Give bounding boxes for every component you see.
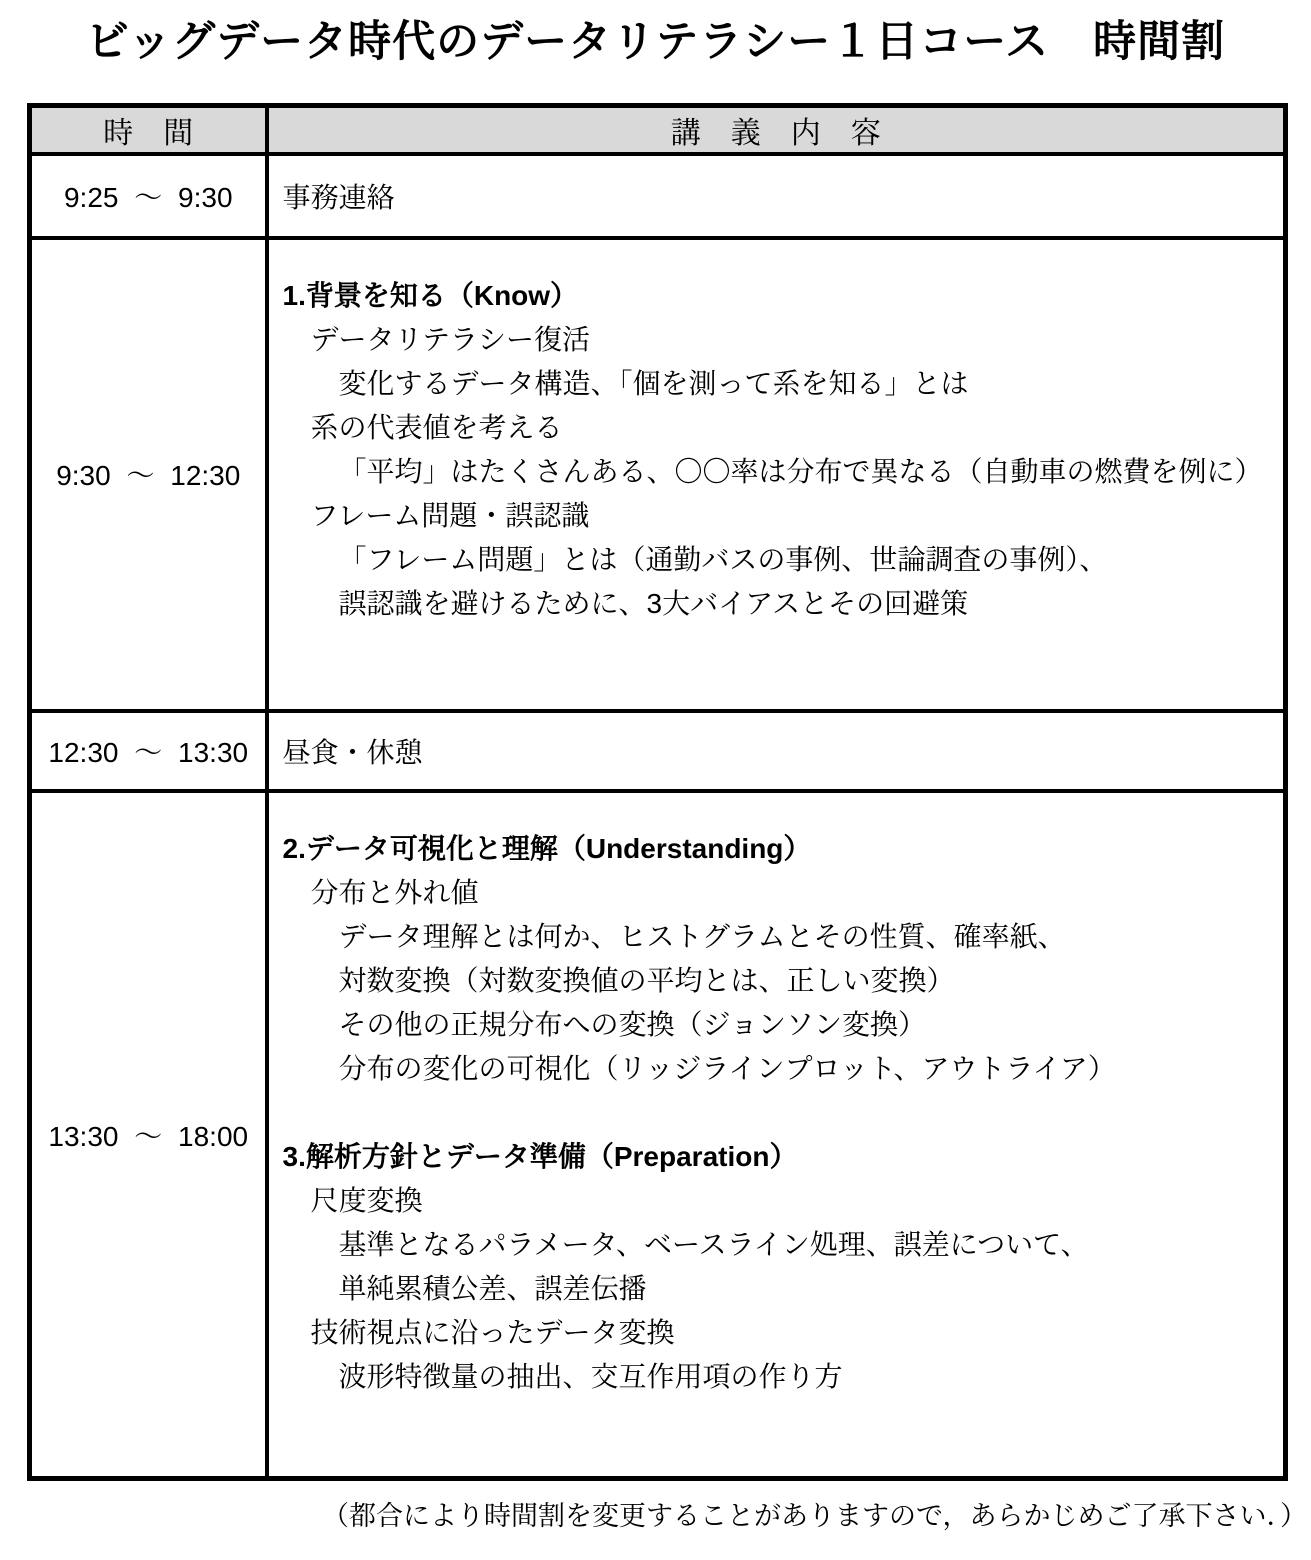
content-line: 対数変換（対数変換値の平均とは、正しい変換） xyxy=(338,964,955,996)
table-row xyxy=(30,791,1286,1479)
time-cell: 12:30 ～ 13:30 xyxy=(30,711,267,791)
content-line: 変化するデータ構造、「個を測って系を知る」とは xyxy=(338,367,969,399)
content-line xyxy=(269,1091,1284,1135)
time-cell: 13:30 ～ 18:00 xyxy=(30,791,267,1479)
content-line: 2.データ可視化と理解（Understanding） xyxy=(282,832,812,864)
content-line: 単純累積公差、誤差伝播 xyxy=(338,1272,647,1304)
content-line: 「平均」はたくさんある、〇〇率は分布で異なる（自動車の燃費を例に） xyxy=(338,455,1263,487)
content-cell xyxy=(267,791,1286,1479)
content-cell xyxy=(267,154,1286,238)
content-line: 技術視点に沿ったデータ変換 xyxy=(310,1316,675,1348)
content-line: データ理解とは何か、ヒストグラムとその性質、確率紙、 xyxy=(338,920,1066,952)
table-header-row xyxy=(30,105,1286,154)
content-line: その他の正規分布への変換（ジョンソン変換） xyxy=(338,1008,926,1040)
content-cell xyxy=(267,711,1286,791)
table-row xyxy=(30,238,1286,711)
table-row xyxy=(30,711,1286,791)
content-line: 波形特徴量の抽出、交互作用項の作り方 xyxy=(338,1360,843,1392)
content-cell xyxy=(267,238,1286,711)
content-line: 「フレーム問題」とは（通勤バスの事例、世論調査の事例）、 xyxy=(338,543,1108,575)
time-cell: 9:30 ～ 12:30 xyxy=(30,238,267,711)
content-line: フレーム問題・誤認識 xyxy=(310,499,590,531)
content-line: データリテラシー復活 xyxy=(310,323,590,355)
content-line: 分布の変化の可視化（リッジラインプロット、アウトライア） xyxy=(338,1052,1116,1084)
content-line: 1.背景を知る（Know） xyxy=(282,279,579,311)
time-cell: 9:25 ～ 9:30 xyxy=(30,154,267,238)
content-line: 系の代表値を考える xyxy=(310,411,563,443)
content-line: 誤認識を避けるために、3大バイアスとその回避策 xyxy=(338,587,969,619)
document-title: ビッグデータ時代のデータリテラシー１日コース 時間割 xyxy=(85,18,1226,66)
timetable xyxy=(27,103,1288,1482)
content-line: 基準となるパラメータ、ベースライン処理、誤差について、 xyxy=(338,1228,1089,1260)
content-column-header: 講 義 内 容 xyxy=(267,105,1286,154)
footnote: （都合により時間割を変更することがありますので，あらかじめご了承下さい．） xyxy=(322,1501,1307,1532)
time-column-header: 時 間 xyxy=(30,105,267,154)
content-line: 分布と外れ値 xyxy=(310,876,479,908)
table-row xyxy=(30,154,1286,238)
content-line: 3.解析方針とデータ準備（Preparation） xyxy=(282,1140,798,1172)
content-line: 事務連絡 xyxy=(282,181,395,213)
content-line: 尺度変換 xyxy=(310,1184,423,1216)
content-line: 昼食・休憩 xyxy=(282,736,423,768)
